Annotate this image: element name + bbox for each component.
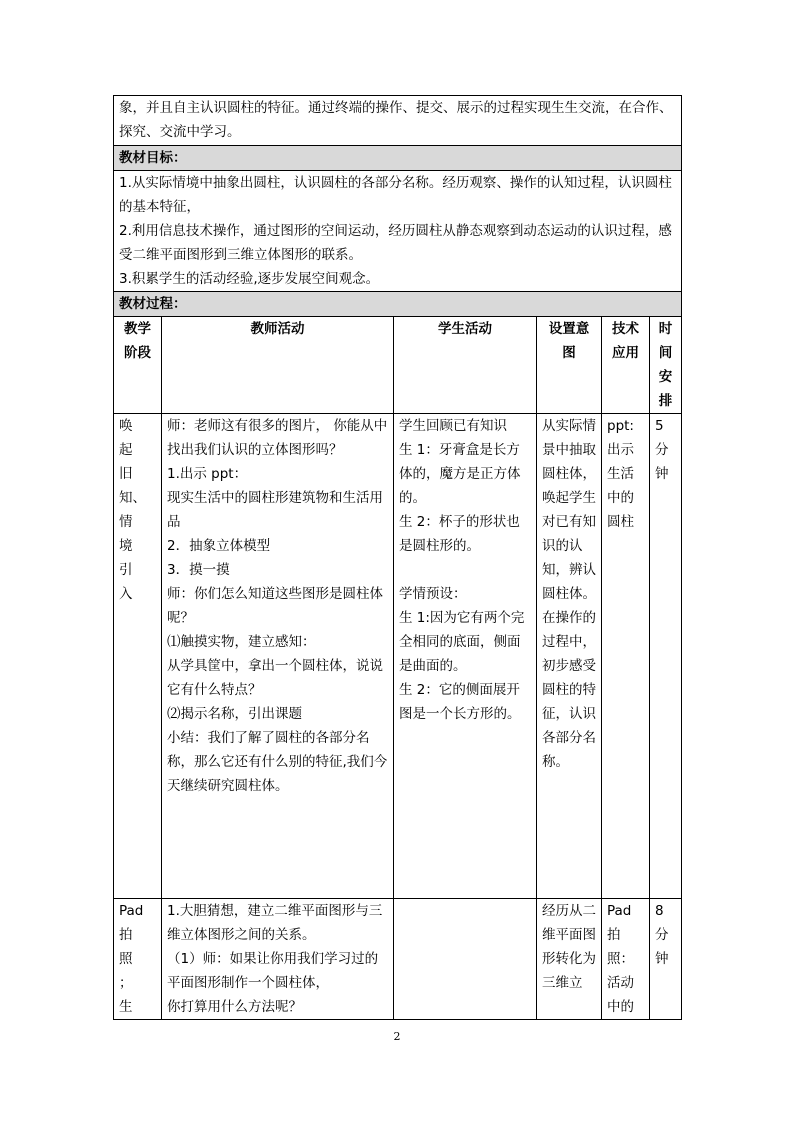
row-tech-cell: ppt: 出示生活中的圆柱 (602, 414, 650, 899)
row-student-cell (394, 899, 537, 1020)
table-row (114, 899, 682, 1020)
row-student-cell: 学生回顾已有知识 生 1：牙膏盒是长方体的，魔方是正方体的。 生 2：杯子的形状也是圆柱形的。 学情预设： 生 1:因为它有两个完全相同的底面，侧面是曲面的。 生 2：它的侧面展开图是一个长方形的。 (394, 414, 537, 899)
row-time-cell: 5 分 钟 (650, 414, 682, 899)
column-header-stage: 教学 阶段 (114, 317, 162, 414)
row-teacher-cell: 师：老师这有很多的图片， 你能从中找出我们认识的立体图形吗？ 1.出示 ppt： 现实生活中的圆柱形建筑物和生活用品 2．抽象立体模型 3．摸一摸 师：你们怎么知道这些图形是圆柱体呢？ ⑴触摸实物，建立感知： 从学具筐中，拿出一个圆柱体，说说它有什么特点？ ⑵揭示名称，引出课题 小结：我们了解了圆柱的各部分名称，那么它还有什么别的特征,我们今天继续研究圆柱体。 (162, 414, 394, 899)
page-number: 2 (393, 1030, 401, 1043)
column-header-student: 学生活动 (394, 317, 537, 414)
process-heading: 教材过程： (114, 292, 682, 317)
row-intent-cell: 经历从二维平面图形转化为三维立 (537, 899, 602, 1020)
intro-text: 象，并且自主认识圆柱的特征。通过终端的操作、提交、展示的过程实现生生交流，在合作、探究、交流中学习。 (114, 96, 682, 146)
table-row (114, 414, 682, 899)
row-teacher-cell: 1.大胆猜想，建立二维平面图形与三维立体图形之间的关系。 （1）师：如果让你用我们学习过的平面图形制作一个圆柱体， 你打算用什么方法呢？ (162, 899, 394, 1020)
column-header-teacher: 教师活动 (162, 317, 394, 414)
lesson-plan-table (113, 95, 682, 1020)
column-header-intent: 设置意 图 (537, 317, 602, 414)
column-header-tech: 技术 应用 (602, 317, 650, 414)
objectives-heading: 教材目标： (114, 146, 682, 171)
row-stage-cell: 唤 起 旧 知、 情 境 引 入 (114, 414, 162, 899)
row-intent-cell: 从实际情景中抽取圆柱体，唤起学生对已有知识的认知，辨认圆柱体。在操作的过程中，初步感受圆柱的特征，认识各部分名称。 (537, 414, 602, 899)
column-header-time: 时 间 安 排 (650, 317, 682, 414)
objectives-text: 1.从实际情境中抽象出圆柱，认识圆柱的各部分名称。经历观察、操作的认知过程，认识圆柱的基本特征， 2.利用信息技术操作，通过图形的空间运动，经历圆柱从静态观察到动态运动的认识过程，感受二维平面图形到三维立体图形的联系。 3.积累学生的活动经验,逐步发展空间观念。 (114, 171, 682, 292)
row-stage-cell: Pad 拍 照 ； 生 (114, 899, 162, 1020)
row-time-cell: 8 分 钟 (650, 899, 682, 1020)
row-tech-cell: Pad 拍 照：活动中的 (602, 899, 650, 1020)
